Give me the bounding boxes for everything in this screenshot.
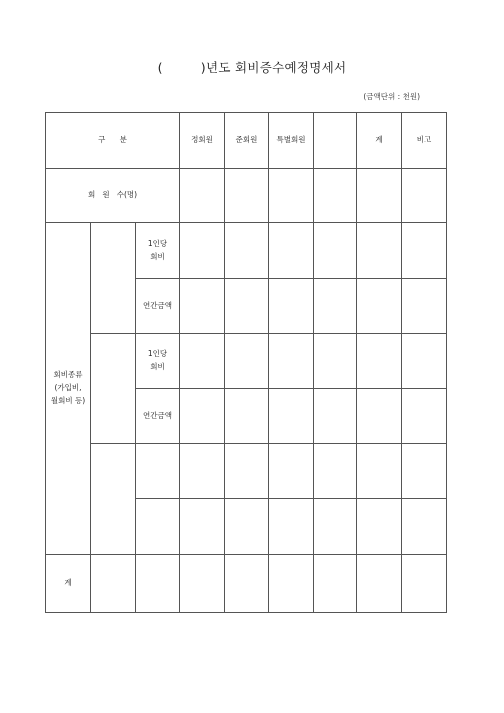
cell-input[interactable] — [180, 555, 225, 613]
fee-subcategory-cell[interactable] — [91, 334, 136, 444]
fee-row — [46, 444, 447, 499]
cell-input[interactable] — [314, 223, 357, 279]
cell-input[interactable] — [269, 499, 314, 555]
cell-input[interactable] — [269, 279, 314, 334]
per-person-fee-label: 1인당 회비 — [136, 334, 180, 389]
cell-input[interactable] — [225, 499, 269, 555]
cell-input[interactable] — [357, 169, 402, 223]
cell-input[interactable] — [269, 334, 314, 389]
header-associate-member: 준회원 — [225, 113, 269, 169]
header-remarks: 비고 — [402, 113, 447, 169]
header-row — [46, 113, 447, 169]
fee-subcategory-cell[interactable] — [91, 223, 136, 334]
cell-input[interactable] — [357, 334, 402, 389]
cell-input[interactable] — [136, 499, 180, 555]
cell-input[interactable] — [269, 444, 314, 499]
document-title — [0, 58, 504, 76]
title-text: )년도 회비증수예정명세서 — [200, 60, 347, 75]
cell-input[interactable] — [136, 444, 180, 499]
fee-row — [46, 334, 447, 389]
cell-input[interactable] — [357, 499, 402, 555]
fee-subcategory-cell[interactable] — [91, 444, 136, 555]
cell-input[interactable] — [180, 334, 225, 389]
cell-input[interactable] — [314, 334, 357, 389]
cell-input[interactable] — [402, 223, 447, 279]
total-label: 계 — [46, 555, 91, 613]
cell-input[interactable] — [402, 444, 447, 499]
cell-input[interactable] — [314, 499, 357, 555]
cell-input[interactable] — [136, 555, 180, 613]
member-count-label: 회 원 수(명) — [46, 169, 180, 223]
cell-input[interactable] — [180, 499, 225, 555]
cell-input[interactable] — [357, 389, 402, 444]
cell-input[interactable] — [314, 555, 357, 613]
cell-input[interactable] — [402, 389, 447, 444]
cell-input[interactable] — [225, 279, 269, 334]
per-person-fee-label: 1인당 회비 — [136, 223, 180, 279]
total-row — [46, 555, 447, 613]
cell-input[interactable] — [180, 169, 225, 223]
annual-amount-label: 연간금액 — [136, 389, 180, 444]
title-open-paren: ( — [157, 60, 163, 75]
cell-input[interactable] — [225, 389, 269, 444]
cell-input[interactable] — [402, 334, 447, 389]
cell-input[interactable] — [91, 555, 136, 613]
member-count-row — [46, 169, 447, 223]
cell-input[interactable] — [402, 499, 447, 555]
fee-schedule-table — [45, 112, 447, 613]
cell-input[interactable] — [314, 279, 357, 334]
cell-input[interactable] — [402, 279, 447, 334]
header-category: 구 분 — [46, 113, 180, 169]
cell-input[interactable] — [180, 389, 225, 444]
header-total: 계 — [357, 113, 402, 169]
cell-input[interactable] — [180, 279, 225, 334]
cell-input[interactable] — [269, 555, 314, 613]
cell-input[interactable] — [402, 555, 447, 613]
header-blank — [314, 113, 357, 169]
cell-input[interactable] — [269, 169, 314, 223]
cell-input[interactable] — [269, 223, 314, 279]
header-regular-member: 정회원 — [180, 113, 225, 169]
cell-input[interactable] — [180, 444, 225, 499]
amount-unit-note: (금액단위 : 천원) — [363, 92, 420, 101]
cell-input[interactable] — [225, 169, 269, 223]
cell-input[interactable] — [225, 555, 269, 613]
cell-input[interactable] — [402, 169, 447, 223]
cell-input[interactable] — [357, 555, 402, 613]
cell-input[interactable] — [357, 279, 402, 334]
cell-input[interactable] — [225, 223, 269, 279]
fee-type-label: 회비종류 (가입비, 월회비 등) — [46, 223, 91, 555]
cell-input[interactable] — [225, 444, 269, 499]
cell-input[interactable] — [180, 223, 225, 279]
cell-input[interactable] — [314, 444, 357, 499]
cell-input[interactable] — [314, 389, 357, 444]
cell-input[interactable] — [357, 444, 402, 499]
cell-input[interactable] — [357, 223, 402, 279]
cell-input[interactable] — [225, 334, 269, 389]
annual-amount-label: 연간금액 — [136, 279, 180, 334]
fee-row — [46, 223, 447, 279]
cell-input[interactable] — [269, 389, 314, 444]
cell-input[interactable] — [314, 169, 357, 223]
header-special-member: 특별회원 — [269, 113, 314, 169]
